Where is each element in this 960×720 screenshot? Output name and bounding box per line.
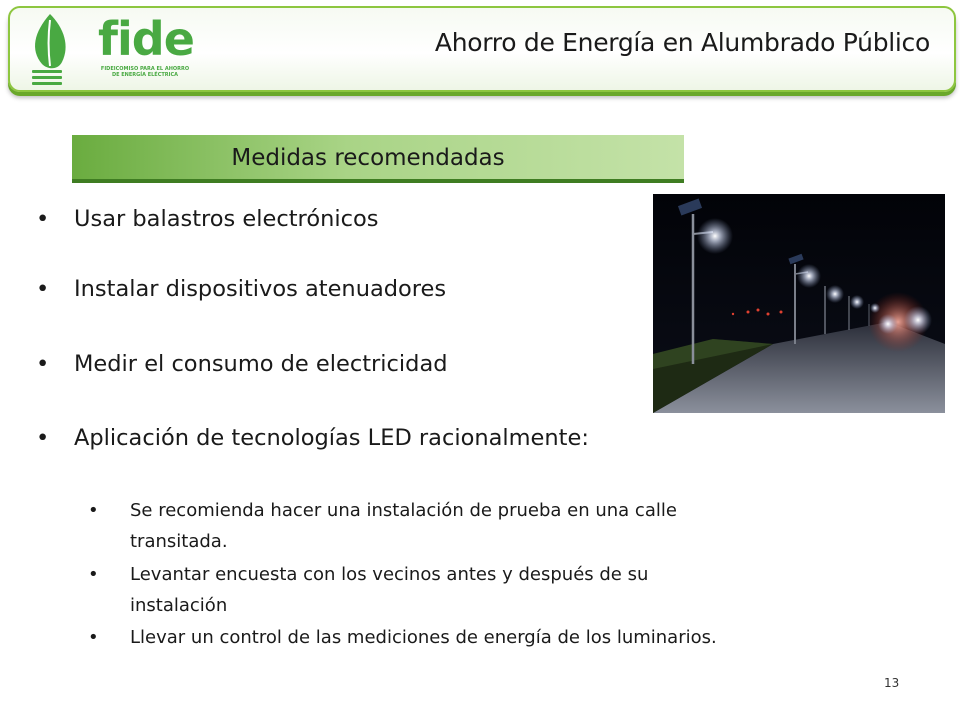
- bullet-text: Instalar dispositivos atenuadores: [74, 276, 447, 302]
- bullet-dot-icon: •: [36, 206, 50, 232]
- fide-logo: [28, 10, 194, 88]
- bullet-dot-icon: •: [36, 276, 50, 302]
- bullet-dot-icon: •: [88, 500, 99, 521]
- street-lights-at-night-photo-icon: [653, 194, 945, 413]
- sub-bullet-text: Levantar encuesta con los vecinos antes y después de su instalación: [130, 564, 649, 616]
- bullet-text: Usar balastros electrónicos: [74, 206, 379, 232]
- bullet-dot-icon: •: [88, 564, 99, 585]
- section-banner: [72, 135, 684, 183]
- page-number: 13: [884, 676, 900, 690]
- bullet-dot-icon: •: [36, 351, 50, 377]
- sub-bullet-text: Se recomienda hacer una instalación de prueba en una calle transitada.: [130, 500, 677, 552]
- logo-tagline: FIDEICOMISO PARA EL AHORRO DE ENERGÍA ELÉCTRICA: [100, 66, 190, 78]
- bullet-text: Medir el consumo de electricidad: [74, 351, 448, 377]
- logo-wordmark: fide: [98, 12, 194, 66]
- bullet-dot-icon: •: [88, 627, 99, 648]
- slide-header: [0, 0, 960, 100]
- section-title: Medidas recomendadas: [231, 145, 505, 171]
- leaf-icon: [28, 10, 98, 88]
- slide-header-title: Ahorro de Energía en Alumbrado Público: [434, 28, 930, 57]
- street-lights-photo: [653, 194, 945, 413]
- sub-bullet-text: Llevar un control de las mediciones de energía de los luminarios.: [130, 627, 717, 648]
- bullet-dot-icon: •: [36, 425, 50, 451]
- bullet-text: Aplicación de tecnologías LED racionalmente:: [74, 425, 589, 451]
